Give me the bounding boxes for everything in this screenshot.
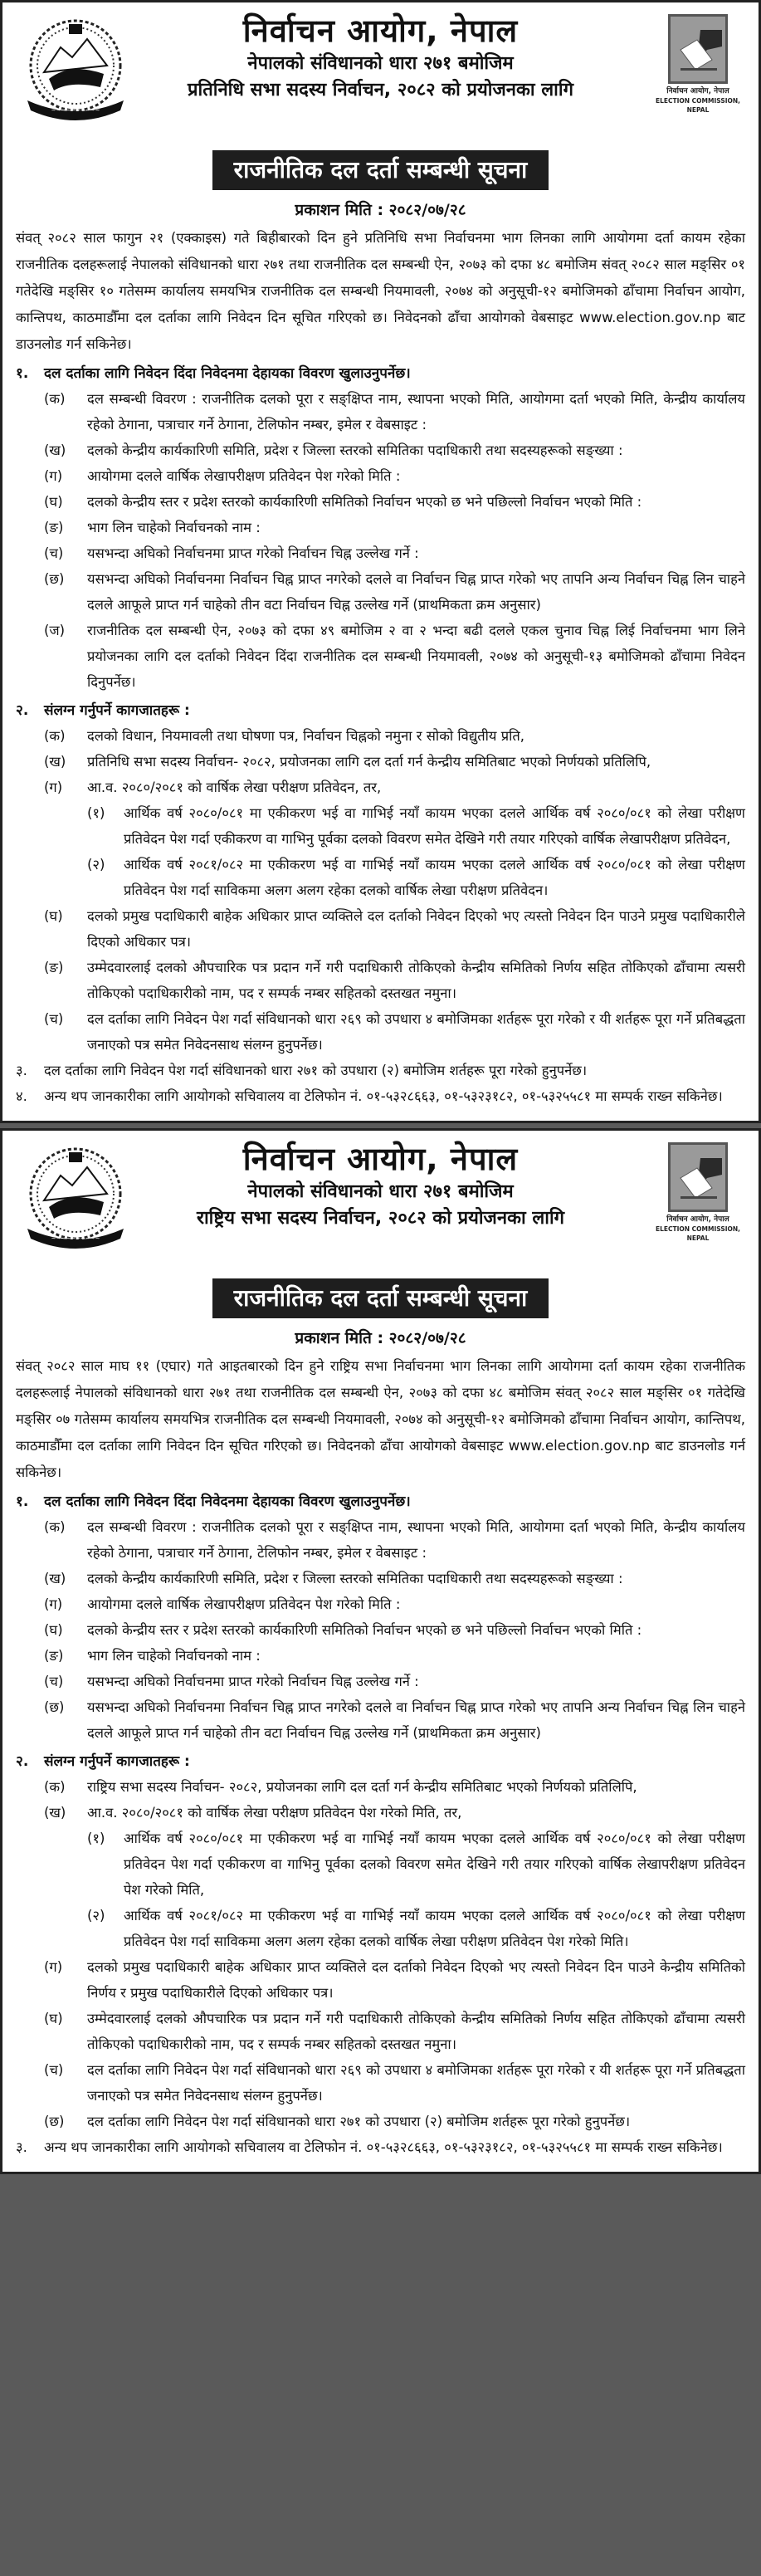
point-number: ३.: [16, 1063, 27, 1078]
item-label: (क): [44, 1519, 66, 1535]
sub-list-item: [16, 852, 745, 903]
banner-wrapper: [16, 1278, 745, 1318]
item-label: (ङ): [44, 520, 64, 535]
subtitle-article: नेपालको संविधानको धारा २७१ बमोजिम: [247, 1181, 514, 1202]
list-item: [16, 1669, 745, 1694]
item-text: आयोगमा दलले वार्षिक लेखापरीक्षण प्रतिवेदन पेश गरेको मिति :: [87, 468, 401, 484]
item-label: (ग): [44, 468, 63, 484]
section-heading: [16, 1749, 745, 1774]
section-details: [16, 361, 745, 695]
nepal-emblem-icon: [21, 14, 130, 124]
item-label: (छ): [44, 2114, 65, 2129]
item-label: (घ): [44, 494, 63, 510]
section-details: [16, 1489, 745, 1746]
intro-paragraph: संवत् २०८२ साल माघ ११ (एघार) गते आइतबारको दिन हुने राष्ट्रिय सभा निर्वाचनमा भाग लिनका लागि आयोगमा दर्ता कायम रहेका राजनीतिक दलहरूलाई नेपालको संविधानको धारा २७१ तथा राजनीतिक दल सम्बन्धी ऐन, २०७३ को दफा ४८ बमोजिम संवत् २०८२ साल मङ्सिर ०१ गतेदेखि मङ्सिर ०७ गतेसम्म कार्यालय समयभित्र राजनीतिक दल सम्बन्धी नियमावली, २०७४ को अनुसूची-१२ बमोजिमको ढाँचामा निर्वाचन आयोग, कान्तिपथ, काठमाडौँमा दल दर्ताका लागि निवेदन दिन सूचित गरिएको छ। निवेदनको ढाँचा आयोगको वेबसाइट www.election.gov.np बाट डाउनलोड गर्न सकिनेछ।: [16, 1358, 745, 1480]
list-item: [16, 2109, 745, 2134]
nepal-emblem-icon: [21, 1142, 130, 1252]
subtitle-article: नेपालको संविधानको धारा २७१ बमोजिम: [247, 53, 514, 74]
list-item: [16, 489, 745, 515]
publication-date: प्रकाशन मिति : २०८२/०७/२८: [295, 201, 466, 219]
item-label: (क): [44, 728, 66, 744]
subitem-label: (१): [87, 1831, 105, 1846]
page-title: निर्वाचन आयोग, नेपाल: [242, 1141, 519, 1177]
section-heading: [16, 698, 745, 723]
item-label: (घ): [44, 908, 63, 924]
section-heading: [16, 1489, 745, 1514]
list-item: [16, 1591, 745, 1617]
list-item: [16, 1514, 745, 1566]
list-item: [16, 2006, 745, 2057]
ballot-box-icon: [668, 14, 728, 84]
section-number: २.: [16, 1753, 29, 1770]
item-label: (ङ): [44, 960, 64, 975]
section-number: १.: [16, 365, 29, 382]
point-text: अन्य थप जानकारीका लागि आयोगको सचिवालय वा टेलिफोन नं. ०१-५३२८६६३, ०१-५३२३१८२, ०१-५३२५५८१ मा सम्पर्क राख्न सकिनेछ।: [44, 1088, 723, 1104]
logo-caption-nepali: निर्वाचन आयोग, नेपाल: [666, 87, 729, 95]
point-number: ४.: [16, 1088, 27, 1104]
banner-wrapper: [16, 150, 745, 190]
section-number: १.: [16, 1493, 29, 1510]
item-text: दलको प्रमुख पदाधिकारी बाहेक अधिकार प्राप्त व्यक्तिले दल दर्ताको निवेदन दिएको भए त्यस्तो निवेदन दिन पाउने केन्द्रीय समितिको निर्णय र प्रमुख पदाधिकारीले दिएको अधिकार पत्र।: [87, 1959, 745, 2001]
logo-caption: [652, 1215, 744, 1243]
list-item: [16, 1617, 745, 1643]
item-text: दलको प्रमुख पदाधिकारी बाहेक अधिकार प्राप्त व्यक्तिले दल दर्ताको निवेदन दिएको भए त्यस्तो निवेदन दिन पाउने प्रमुख पदाधिकारीले दिएको अधिकार पत्र।: [87, 908, 745, 950]
item-label: (छ): [44, 1699, 65, 1715]
item-label: (च): [44, 545, 64, 561]
list-item: [16, 955, 745, 1006]
list-item: [16, 386, 745, 437]
list-item: [16, 775, 745, 800]
list-item: [16, 2057, 745, 2109]
subtitle-election: राष्ट्रिय सभा सदस्य निर्वाचन, २०८२ को प्रयोजनका लागि: [196, 1208, 565, 1229]
item-text: आ.व. २०८०/२०८१ को वार्षिक लेखा परीक्षण प्रतिवेदन, तर,: [87, 780, 382, 795]
list-item: [16, 1643, 745, 1669]
subitem-text: आर्थिक वर्ष २०८१/०८२ मा एकीकरण भई वा गाभिई नयाँ कायम भएका दलले आर्थिक वर्ष २०८०/०८१ को लेखा परीक्षण प्रतिवेदन पेश गर्दा साविकमा अलग अलग रहेका दलको वार्षिक लेखा परीक्षण प्रतिवेदन पेश गरेको मिति।: [124, 1908, 745, 1949]
sub-list-item: [16, 800, 745, 852]
item-text: आयोगमा दलले वार्षिक लेखापरीक्षण प्रतिवेदन पेश गरेको मिति :: [87, 1596, 401, 1612]
section-closing: [16, 1058, 745, 1109]
list-item: [16, 1954, 745, 2006]
notice: [0, 1128, 761, 2174]
item-text: उम्मेदवारलाई दलको औपचारिक पत्र प्रदान गर्ने गरी पदाधिकारी तोकिएको केन्द्रीय समितिको निर्णय सहित तोकिएको ढाँचामा त्यसरी तोकिएको पदाधिकारीको नाम, पद र सम्पर्क नम्बर सहितको दस्तखत नमुना।: [87, 2011, 745, 2052]
list-item: [16, 749, 745, 775]
item-text: दल दर्ताका लागि निवेदन पेश गर्दा संविधानको धारा २७१ को उपधारा (२) बमोजिम शर्तहरू पूरा गरेको हुनुपर्नेछ।: [87, 2114, 631, 2129]
item-text: यसभन्दा अघिको निर्वाचनमा निर्वाचन चिह्न प्राप्त नगरेको दलले वा निर्वाचन चिह्न प्राप्त गरेको भए तापनि अन्य निर्वाचन चिह्न लिन चाहने दलले आफूले प्राप्त गर्न चाहेको तीन वटा निर्वाचन चिह्न उल्लेख गर्ने (प्राथमिकता क्रम अनुसार): [87, 1699, 745, 1741]
section-heading: [16, 361, 745, 386]
logo-caption-english: ELECTION COMMISSION, NEPAL: [655, 97, 741, 114]
list-item: [16, 903, 745, 955]
subitem-text: आर्थिक वर्ष २०८०/०८१ मा एकीकरण भई वा गाभिई नयाँ कायम भएका दलले आर्थिक वर्ष २०८०/०८१ को लेखा परीक्षण प्रतिवेदन पेश गर्दा एकीकरण वा गाभिनु पूर्वका दलको विवरण समेत देखिने गरी तयार गरिएको वार्षिक लेखापरीक्षण प्रतिवेदन,: [124, 805, 745, 847]
item-text: दल दर्ताका लागि निवेदन पेश गर्दा संविधानको धारा २६९ को उपधारा ४ बमोजिमका शर्तहरू पूरा गरेको र यी शर्तहरू पूरा गर्ने प्रतिबद्धता जनाएको पत्र समेत निवेदनसाथ संलग्न हुनुपर्नेछ।: [87, 2062, 745, 2104]
item-label: (ख): [44, 442, 66, 458]
item-label: (ग): [44, 1959, 63, 1975]
closing-point: [16, 2134, 745, 2160]
publication-date: प्रकाशन मिति : २०८२/०७/२८: [295, 1329, 466, 1347]
list-item: [16, 437, 745, 463]
item-text: यसभन्दा अघिको निर्वाचनमा प्राप्त गरेको निर्वाचन चिह्न उल्लेख गर्ने :: [87, 545, 419, 561]
sub-list-item: [16, 1903, 745, 1954]
notice-header: [16, 1137, 745, 1277]
closing-point: [16, 1083, 745, 1109]
section-number: २.: [16, 702, 29, 719]
intro-paragraph: संवत् २०८२ साल फागुन २१ (एक्काइस) गते बिहीबारको दिन हुने प्रतिनिधि सभा निर्वाचनमा भाग लिनका लागि आयोगमा दर्ता कायम रहेका राजनीतिक दलहरूलाई नेपालको संविधानको धारा २७१ तथा राजनीतिक दल सम्बन्धी ऐन, २०७३ को दफा ४८ बमोजिम संवत् २०८२ साल मङ्सिर ०१ गतेदेखि मङ्सिर १० गतेसम्म कार्यालय समयभित्र राजनीतिक दल सम्बन्धी नियमावली, २०७४ को अनुसूची-१२ बमोजिमको ढाँचामा निर्वाचन आयोग, कान्तिपथ, काठमाडौँमा दल दर्ताका लागि निवेदन दिन सूचित गरिएको छ। निवेदनको ढाँचा आयोगको वेबसाइट www.election.gov.np बाट डाउनलोड गर्न सकिनेछ।: [16, 230, 745, 352]
item-label: (ख): [44, 754, 66, 770]
subitem-text: आर्थिक वर्ष २०८१/०८२ मा एकीकरण भई वा गाभिई नयाँ कायम भएका दलले आर्थिक वर्ष २०८०/०८१ को लेखा परीक्षण प्रतिवेदन पेश गर्दा साविकमा अलग अलग रहेका दलको वार्षिक लेखा परीक्षण प्रतिवेदन।: [124, 857, 745, 898]
item-label: (च): [44, 1011, 64, 1027]
subitem-label: (२): [87, 857, 105, 873]
page-title: निर्वाचन आयोग, नेपाल: [242, 12, 519, 49]
item-label: (ख): [44, 1571, 66, 1586]
list-item: [16, 1006, 745, 1058]
item-label: (छ): [44, 571, 65, 587]
section-attachments: [16, 698, 745, 1058]
item-text: राष्ट्रिय सभा सदस्य निर्वाचन- २०८२, प्रयोजनका लागि दल दर्ता गर्न केन्द्रीय समितिबाट भएको निर्णयको प्रतिलिपि,: [87, 1779, 637, 1795]
item-text: दल सम्बन्धी विवरण : राजनीतिक दलको पूरा र सङ्क्षिप्त नाम, स्थापना भएको मिति, आयोगमा दर्ता भएको मिति, केन्द्रीय कार्यालय रहेको ठेगाना, पत्राचार गर्ने ठेगाना, टेलिफोन नम्बर, इमेल र वेबसाइट :: [87, 391, 745, 433]
subitem-label: (१): [87, 805, 105, 821]
list-item: [16, 1566, 745, 1591]
item-text: भाग लिन चाहेको निर्वाचनको नाम :: [87, 1648, 261, 1664]
section-title: दल दर्ताका लागि निवेदन दिंदा निवेदनमा देहायका विवरण खुलाउनुपर्नेछ।: [44, 1493, 411, 1510]
section-title: संलग्न गर्नुपर्ने कागजातहरू :: [44, 702, 190, 719]
item-text: राजनीतिक दल सम्बन्धी ऐन, २०७३ को दफा ४९ बमोजिम २ वा २ भन्दा बढी दलले एकल चुनाव चिह्न लिई निर्वाचनमा भाग लिने प्रयोजनका लागि दल दर्ताको निवेदन दिंदा राजनीतिक दल सम्बन्धी नियमावली, २०७४ को अनुसूची-१३ बमोजिमको ढाँचामा निवेदन दिनुपर्नेछ।: [87, 623, 745, 690]
election-commission-logo: [652, 14, 744, 115]
logo-caption: [652, 87, 744, 115]
item-label: (च): [44, 2062, 64, 2078]
item-label: (च): [44, 1674, 64, 1689]
list-item: [16, 1774, 745, 1800]
item-label: (ज): [44, 623, 66, 638]
subtitle-election: प्रतिनिधि सभा सदस्य निर्वाचन, २०८२ को प्रयोजनका लागि: [188, 80, 573, 100]
item-label: (घ): [44, 2011, 63, 2026]
list-item: [16, 1800, 745, 1826]
item-label: (ग): [44, 780, 63, 795]
list-item: [16, 515, 745, 540]
item-text: उम्मेदवारलाई दलको औपचारिक पत्र प्रदान गर्ने गरी पदाधिकारी तोकिएको केन्द्रीय समितिको निर्णय सहित तोकिएको ढाँचामा त्यसरी तोकिएको पदाधिकारीको नाम, पद र सम्पर्क नम्बर सहितको दस्तखत नमुना।: [87, 960, 745, 1001]
item-label: (ङ): [44, 1648, 64, 1664]
item-text: भाग लिन चाहेको निर्वाचनको नाम :: [87, 520, 261, 535]
item-text: दल सम्बन्धी विवरण : राजनीतिक दलको पूरा र सङ्क्षिप्त नाम, स्थापना भएको मिति, आयोगमा दर्ता भएको मिति, केन्द्रीय कार्यालय रहेको ठेगाना, पत्राचार गर्ने ठेगाना, टेलिफोन नम्बर, इमेल र वेबसाइट :: [87, 1519, 745, 1561]
election-commission-logo: [652, 1142, 744, 1243]
item-label: (क): [44, 391, 66, 407]
list-item: [16, 618, 745, 695]
list-item: [16, 1694, 745, 1746]
logo-caption-nepali: निर्वाचन आयोग, नेपाल: [666, 1215, 729, 1224]
item-label: (क): [44, 1779, 66, 1795]
notice-header: [16, 9, 745, 149]
section-attachments: [16, 1749, 745, 2134]
svg-text:~~~~~~~~~~: ~~~~~~~~~~: [51, 1235, 100, 1242]
section-title: संलग्न गर्नुपर्ने कागजातहरू :: [44, 1753, 190, 1770]
sub-list-item: [16, 1826, 745, 1903]
list-item: [16, 566, 745, 618]
closing-point: [16, 1058, 745, 1083]
notice: [0, 0, 761, 1123]
item-text: दलको केन्द्रीय कार्यकारिणी समिति, प्रदेश र जिल्ला स्तरको समितिका पदाधिकारी तथा सदस्यहरूको सङ्ख्या :: [87, 442, 623, 458]
item-text: दलको केन्द्रीय स्तर र प्रदेश स्तरको कार्यकारिणी समितिको निर्वाचन भएको छ भने पछिल्लो निर्वाचन भएको मिति :: [87, 1622, 642, 1638]
subitem-label: (२): [87, 1908, 105, 1923]
subitem-text: आर्थिक वर्ष २०८०/०८१ मा एकीकरण भई वा गाभिई नयाँ कायम भएका दलले आर्थिक वर्ष २०८०/०८१ को लेखा परीक्षण प्रतिवेदन पेश गर्दा एकीकरण वा गाभिनु पूर्वका दलको विवरण समेत देखिने गरी तयार गरिएको वार्षिक लेखापरीक्षण प्रतिवेदन पेश गरेको मिति,: [124, 1831, 745, 1898]
list-item: [16, 540, 745, 566]
item-text: आ.व. २०८०/२०८१ को वार्षिक लेखा परीक्षण प्रतिवेदन पेश गरेको मिति, तर,: [87, 1805, 462, 1821]
section-title: दल दर्ताका लागि निवेदन दिंदा निवेदनमा देहायका विवरण खुलाउनुपर्नेछ।: [44, 365, 411, 382]
list-item: [16, 463, 745, 489]
item-text: दल दर्ताका लागि निवेदन पेश गर्दा संविधानको धारा २६९ को उपधारा ४ बमोजिमका शर्तहरू पूरा गरेको र यी शर्तहरू पूरा गर्ने प्रतिबद्धता जनाएको पत्र समेत निवेदनसाथ संलग्न हुनुपर्नेछ।: [87, 1011, 745, 1053]
item-text: प्रतिनिधि सभा सदस्य निर्वाचन- २०८२, प्रयोजनका लागि दल दर्ता गर्न केन्द्रीय समितिबाट भएको निर्णयको प्रतिलिपि,: [87, 754, 651, 770]
point-text: अन्य थप जानकारीका लागि आयोगको सचिवालय वा टेलिफोन नं. ०१-५३२८६६३, ०१-५३२३१८२, ०१-५३२५५८१ मा सम्पर्क राख्न सकिनेछ।: [44, 2139, 723, 2155]
ballot-box-icon: [668, 1142, 728, 1212]
svg-text:~~~~~~~~~~: ~~~~~~~~~~: [51, 107, 100, 114]
list-item: [16, 723, 745, 749]
item-label: (ग): [44, 1596, 63, 1612]
point-number: ३.: [16, 2139, 27, 2155]
item-label: (घ): [44, 1622, 63, 1638]
section-closing: [16, 2134, 745, 2160]
logo-caption-english: ELECTION COMMISSION, NEPAL: [655, 1225, 741, 1242]
item-text: दलको केन्द्रीय कार्यकारिणी समिति, प्रदेश र जिल्ला स्तरको समितिका पदाधिकारी तथा सदस्यहरूको सङ्ख्या :: [87, 1571, 623, 1586]
item-text: दलको विधान, नियमावली तथा घोषणा पत्र, निर्वाचन चिह्नको नमुना र सोको विद्युतीय प्रति,: [87, 728, 525, 744]
item-text: दलको केन्द्रीय स्तर र प्रदेश स्तरको कार्यकारिणी समितिको निर्वाचन भएको छ भने पछिल्लो निर्वाचन भएको मिति :: [87, 494, 642, 510]
notice-banner: राजनीतिक दल दर्ता सम्बन्धी सूचना: [212, 150, 549, 190]
item-text: यसभन्दा अघिको निर्वाचनमा प्राप्त गरेको निर्वाचन चिह्न उल्लेख गर्ने :: [87, 1674, 419, 1689]
item-label: (ख): [44, 1805, 66, 1821]
point-text: दल दर्ताका लागि निवेदन पेश गर्दा संविधानको धारा २७१ को उपधारा (२) बमोजिम शर्तहरू पूरा गरेको हुनुपर्नेछ।: [44, 1063, 588, 1078]
notice-banner: राजनीतिक दल दर्ता सम्बन्धी सूचना: [212, 1278, 549, 1318]
item-text: यसभन्दा अघिको निर्वाचनमा निर्वाचन चिह्न प्राप्त नगरेको दलले वा निर्वाचन चिह्न प्राप्त गरेको भए तापनि अन्य निर्वाचन चिह्न लिन चाहने दलले आफूले प्राप्त गर्न चाहेको तीन वटा निर्वाचन चिह्न उल्लेख गर्ने (प्राथमिकता क्रम अनुसार): [87, 571, 745, 613]
